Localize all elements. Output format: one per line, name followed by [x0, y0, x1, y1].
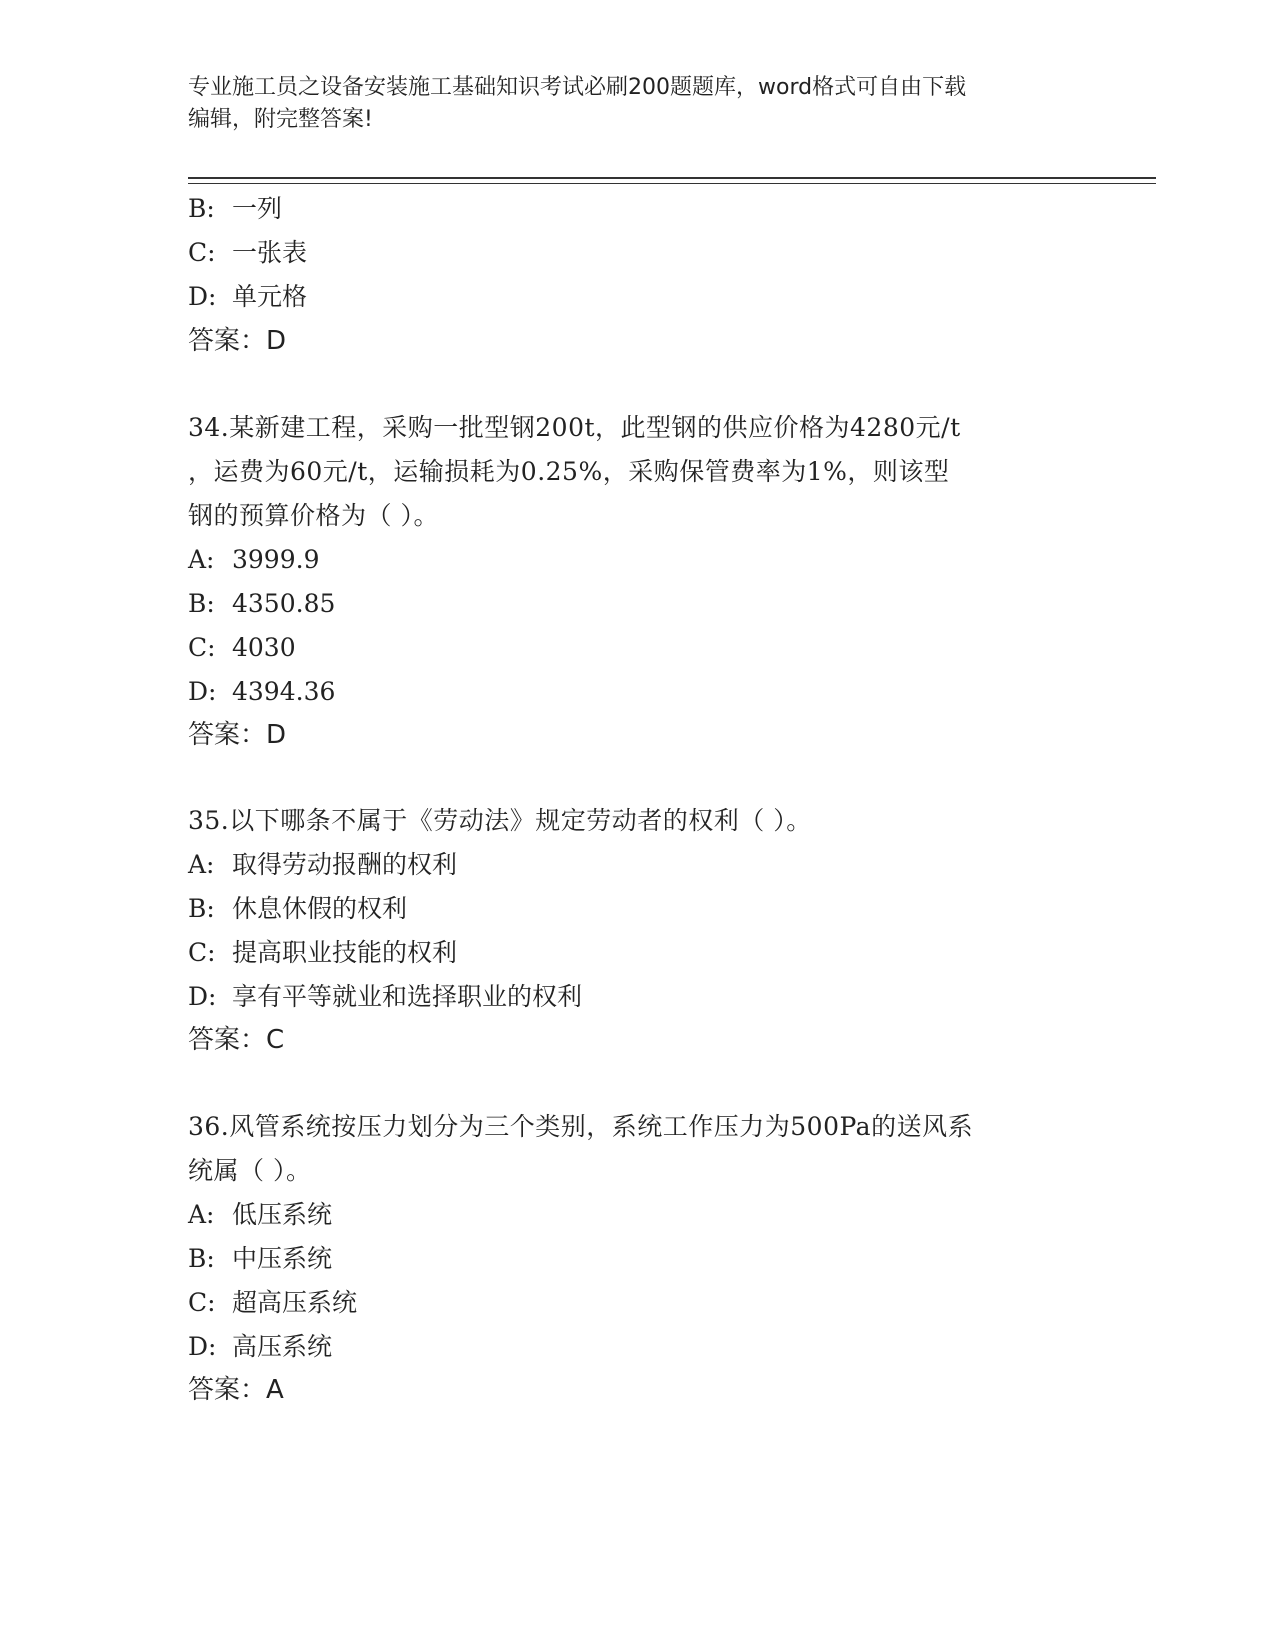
q34-option-d: [188, 677, 335, 707]
option-label: D:: [188, 982, 217, 1011]
option-label: A:: [188, 545, 215, 574]
option-text: 中压系统: [232, 1244, 333, 1273]
q34-answer: 答案：D: [188, 720, 287, 750]
option-text: 一列: [232, 194, 283, 223]
option-text: 4350.85: [232, 589, 336, 618]
option-text: 提高职业技能的权利: [232, 938, 458, 967]
q33-option-b: [188, 194, 282, 224]
option-text: 4394.36: [232, 677, 336, 706]
option-text: 低压系统: [232, 1200, 333, 1229]
option-text: 一张表: [232, 238, 308, 267]
option-label: D:: [188, 677, 217, 706]
header-divider-thick: [188, 177, 1156, 179]
q34-stem-line-3: 钢的预算价格为（ ）。: [188, 501, 439, 530]
q34-stem-line-2: ，运费为60元/t，运输损耗为0.25%，采购保管费率为1%，则该型: [188, 457, 950, 486]
q34-option-b: [188, 589, 335, 619]
option-label: B:: [188, 194, 215, 223]
q34-option-a: [188, 545, 319, 575]
option-text: 单元格: [232, 282, 308, 311]
q34-option-c: [188, 633, 296, 663]
option-label: C:: [188, 238, 216, 267]
q36-stem-line-2: 统属（ ）。: [188, 1156, 312, 1185]
q36-answer: 答案：A: [188, 1375, 284, 1405]
q34-stem-line-1: 34.某新建工程，采购一批型钢200t，此型钢的供应价格为4280元/t: [188, 413, 961, 442]
q35-option-b: [188, 894, 407, 924]
q36-stem-line-1: 36.风管系统按压力划分为三个类别，系统工作压力为500Pa的送风系: [188, 1112, 974, 1141]
option-text: 享有平等就业和选择职业的权利: [232, 982, 583, 1011]
q35-answer: 答案：C: [188, 1025, 285, 1055]
q36-option-b: [188, 1244, 332, 1274]
header-divider-thin: [188, 183, 1156, 184]
option-text: 3999.9: [232, 545, 320, 574]
header-title-line-1: 专业施工员之设备安装施工基础知识考试必刷200题题库，word格式可自由下载: [188, 75, 967, 100]
q35-option-c: [188, 938, 457, 968]
option-text: 4030: [232, 633, 296, 662]
q36-option-c: [188, 1288, 357, 1318]
q33-answer: 答案：D: [188, 326, 287, 356]
option-label: B:: [188, 1244, 215, 1273]
q33-option-c: [188, 238, 307, 268]
option-label: B:: [188, 589, 215, 618]
q35-option-d: [188, 982, 582, 1012]
q36-option-d: [188, 1332, 332, 1362]
option-label: B:: [188, 894, 215, 923]
option-label: A:: [188, 1200, 215, 1229]
q35-stem-line-1: 35.以下哪条不属于《劳动法》规定劳动者的权利（ ）。: [188, 806, 812, 835]
option-label: C:: [188, 938, 216, 967]
option-label: C:: [188, 633, 216, 662]
option-text: 休息休假的权利: [232, 894, 408, 923]
q33-option-d: [188, 282, 307, 312]
option-text: 高压系统: [232, 1332, 333, 1361]
header-title-line-2: 编辑，附完整答案!: [188, 107, 373, 132]
option-label: D:: [188, 1332, 217, 1361]
document-header: [188, 72, 1088, 136]
option-label: C:: [188, 1288, 216, 1317]
option-text: 超高压系统: [232, 1288, 358, 1317]
option-label: A:: [188, 850, 215, 879]
option-label: D:: [188, 282, 217, 311]
q35-option-a: [188, 850, 457, 880]
q36-option-a: [188, 1200, 332, 1230]
option-text: 取得劳动报酬的权利: [232, 850, 458, 879]
